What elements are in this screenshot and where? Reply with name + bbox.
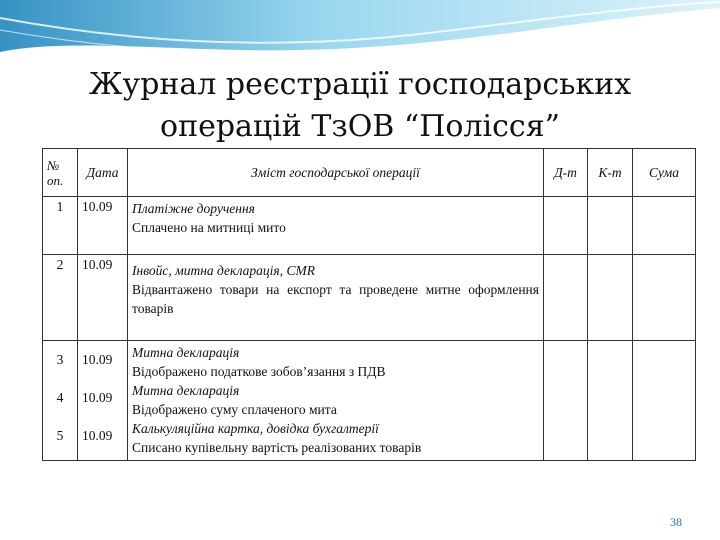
row-operation: Відображено суму сплаченого мита: [132, 402, 337, 417]
row-document: Інвойс, митна декларація, CMR: [132, 263, 315, 278]
row-date: 10.09: [82, 428, 113, 443]
row-sum: [633, 255, 696, 341]
row-number: 2: [43, 255, 78, 341]
slide-title-line-2: операцій ТзОВ “Полісся”: [160, 109, 560, 144]
row-document: Калькуляційна картка, довідка бухгалтерії: [132, 421, 379, 436]
row-date: 10.09: [82, 390, 113, 405]
header-operation-number: [43, 149, 78, 197]
row-content: [128, 255, 544, 341]
header-sum: Сума: [633, 149, 696, 197]
row-operation: Відвантажено товари на експорт та проведене митне оформлення товарів: [132, 282, 539, 316]
row-date: 10.09: [82, 352, 113, 367]
table-row: [43, 255, 696, 341]
row-content: [128, 197, 544, 255]
header-wave-decoration: [0, 0, 720, 70]
row-debit: [544, 197, 588, 255]
row-date: 10.09: [78, 255, 128, 341]
header-operation-content: Зміст господарської операції: [128, 149, 544, 197]
row-debit: [544, 341, 588, 461]
row-credit: [588, 197, 633, 255]
operations-journal-table: [42, 148, 696, 461]
slide-title: [40, 64, 680, 148]
slide-title-line-1: Журнал реєстрації господарських: [88, 67, 632, 102]
row-debit: [544, 255, 588, 341]
row-document: Платіжне доручення: [132, 201, 255, 216]
row-operation: Списано купівельну вартість реалізованих товарів: [132, 440, 422, 455]
row-operation: Відображено податкове зобов’язання з ПДВ: [132, 364, 386, 379]
table-row: [43, 197, 696, 255]
row-number: 1: [43, 197, 78, 255]
row-contents: [128, 341, 544, 461]
page-number: 38: [670, 515, 682, 529]
row-credit: [588, 341, 633, 461]
header-date: Дата: [78, 149, 128, 197]
header-credit: К-т: [588, 149, 633, 197]
row-credit: [588, 255, 633, 341]
header-debit: Д-т: [544, 149, 588, 197]
row-operation: Сплачено на митниці мито: [132, 220, 286, 235]
row-number: 5: [56, 428, 64, 443]
row-numbers: [43, 341, 78, 461]
row-dates: [78, 341, 128, 461]
row-sum: [633, 197, 696, 255]
header-no-symbol: №: [47, 157, 60, 173]
row-date: 10.09: [78, 197, 128, 255]
row-sum: [633, 341, 696, 461]
row-document: Митна декларація: [132, 345, 240, 360]
table-header-row: [43, 149, 696, 197]
header-no-abbrev: оп.: [47, 172, 64, 188]
row-document: Митна декларація: [132, 383, 240, 398]
table-row-group: [43, 341, 696, 461]
row-number: 4: [56, 390, 64, 405]
row-number: 3: [56, 352, 64, 367]
